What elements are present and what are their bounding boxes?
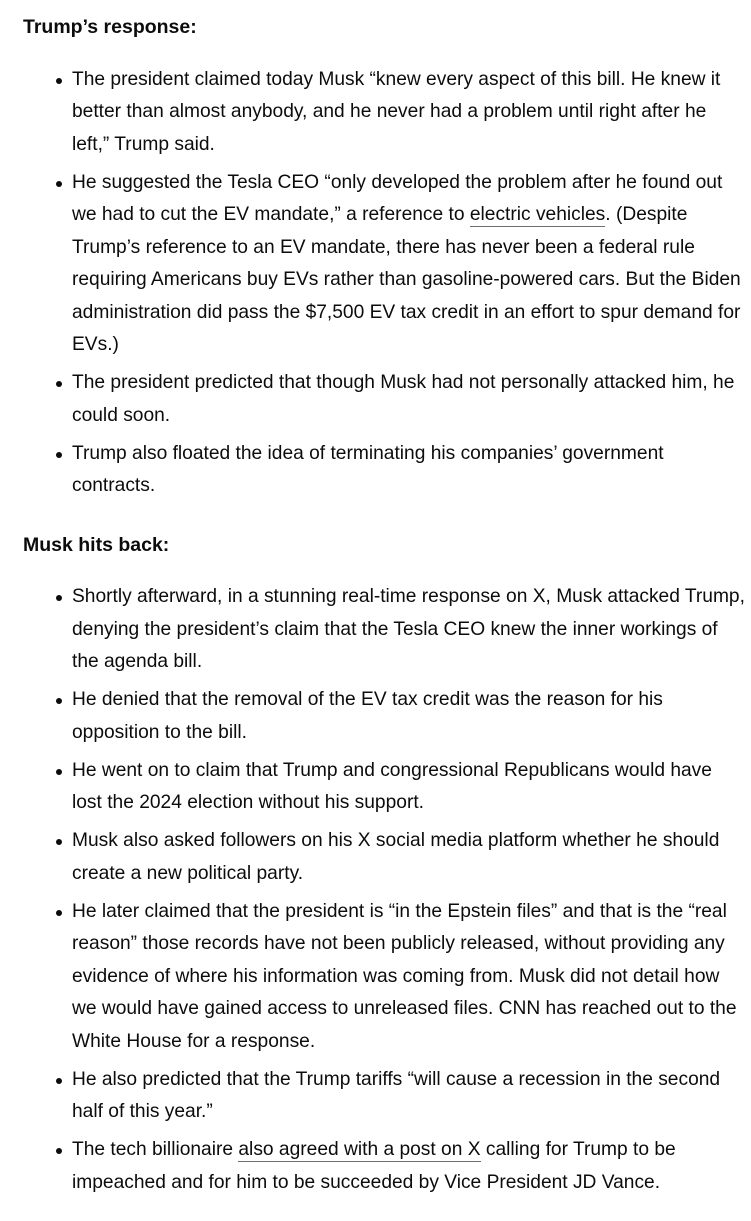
list-item: [72, 581, 751, 679]
list-item-text: The president claimed today Musk “knew every aspect of this bill. He knew it better than almost anybody, and he never had a problem until right after he left,” Trump said.: [72, 68, 721, 155]
section-heading-trumps-response: Trump’s response:: [23, 16, 197, 38]
list-item: [72, 684, 751, 749]
post-on-x-link[interactable]: also agreed with a post on X: [238, 1139, 481, 1160]
list-item: [72, 755, 751, 820]
trumps-response-list: [23, 64, 751, 503]
list-item-text: He also predicted that the Trump tariffs “will cause a recession in the second half of this year.”: [72, 1068, 721, 1122]
electric-vehicles-link[interactable]: electric vehicles: [469, 204, 606, 225]
list-item: [72, 1064, 751, 1129]
list-item-text: Shortly afterward, in a stunning real-time response on X, Musk attacked Trump, denying the president’s claim that the Tesla CEO knew the inner workings of the agenda bill.: [72, 586, 745, 672]
list-item: [72, 367, 751, 432]
list-item-text: He went on to claim that Trump and congressional Republicans would have lost the 2024 election without his support.: [72, 759, 712, 813]
list-item: [72, 438, 751, 503]
musk-hits-back-list: [23, 581, 751, 1199]
list-item-text: . (Despite Trump’s reference to an EV mandate, there has never been a federal rule requiring Americans buy EVs rather than gasoline-powered cars. But the Biden administration did pass the $7,500 EV tax credit in an effort to spur demand for EVs.): [72, 204, 741, 355]
list-item-text: He suggested the Tesla CEO “only developed the problem after he found out we had to cut the EV mandate,” a reference to: [72, 171, 723, 225]
list-item: [72, 167, 751, 362]
list-item: [72, 64, 751, 162]
list-item-text: The tech billionaire: [72, 1139, 239, 1160]
list-item-text: Trump also floated the idea of terminating his companies’ government contracts.: [72, 442, 664, 496]
list-item-text: calling for Trump to be impeached and for him to be succeeded by Vice President JD Vance.: [72, 1139, 676, 1193]
list-item: [72, 896, 751, 1059]
list-item-text: The president predicted that though Musk had not personally attacked him, he could soon.: [72, 372, 735, 426]
list-item: [72, 1134, 751, 1199]
list-item-text: Musk also asked followers on his X social media platform whether he should create a new political party.: [72, 830, 720, 884]
section-heading-musk-hits-back: Musk hits back:: [23, 533, 170, 556]
list-item-text: He later claimed that the president is “in the Epstein files” and that is the “real reason” those records have not been publicly released, without providing any evidence of where his information was coming from. Musk did not detail how we would have gained access to unreleased files. CNN has reached out to the White House for a response.: [72, 900, 737, 1052]
list-item: [72, 825, 751, 890]
list-item-text: He denied that the removal of the EV tax credit was the reason for his opposition to the bill.: [72, 689, 663, 743]
